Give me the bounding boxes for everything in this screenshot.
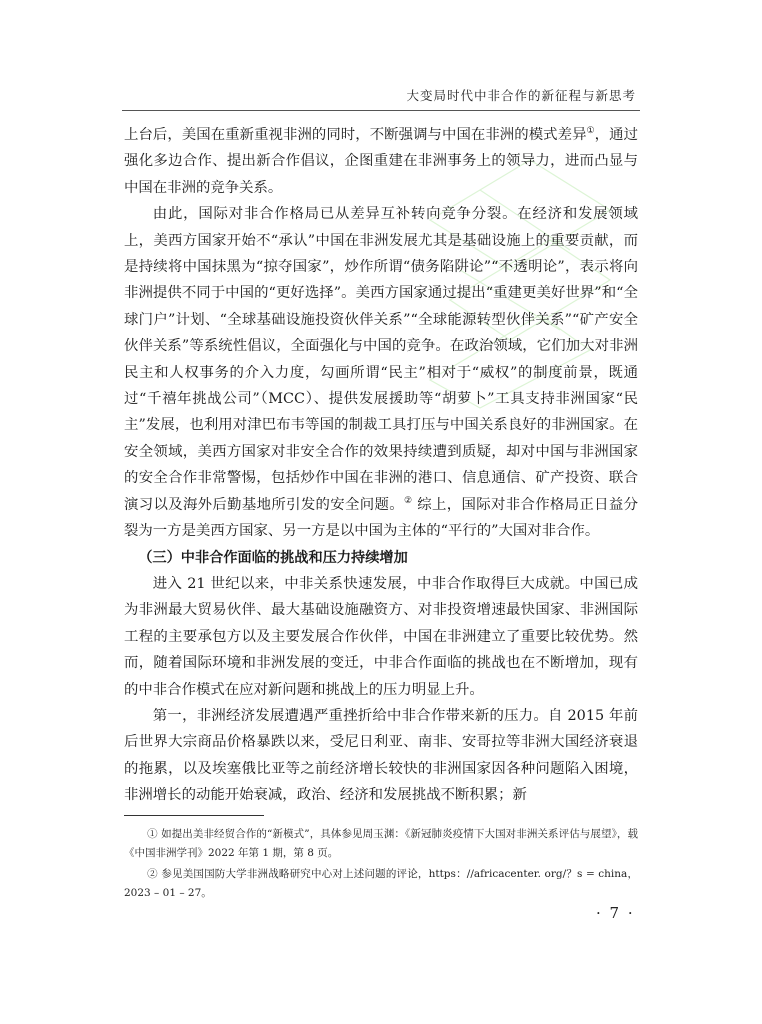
paragraph-2: 由此，国际对非合作格局已从差异互补转向竞争分裂。在经济和发展领域上，美西方国家开始不“承认”中国在非洲发展尤其是基础设施上的重要贡献，而是持续将中国抹黑为“掠夺国家”，炒作所谓“债务陷阱论”“不透明论”，表示将向非洲提供不同于中国的“更好选择”。美西方国家通过提出“重建更美好世界”和“全球门户”计划、“全球基础设施投资伙伴关系”“全球能源转型伙伴关系”“矿产安全伙伴关系”等系统性倡议，全面强化与中国的竞争。在政治领域，它们加大对非洲民主和人权事务的介入力度，勾画所谓“民主”相对于“威权”的制度前景，既通过“千禧年挑战公司”（MCC）、提供发展援助等“胡萝卜”工具支持非洲国家“民主”发展，也利用对津巴布韦等国的制裁工具打压与中国关系良好的非洲国家。在安全领域，美西方国家对非安全合作的效果持续遭到质疑，却对中国与非洲国家的安全合作非常警惕，包括炒作中国在非洲的港口、信息通信、矿产投资、联合演习以及海外后勤基地所引发的安全问题。② 综上，国际对非合作格局正日益分裂为一方是美西方国家、另一方是以中国为主体的“平行的”大国对非合作。 — [124, 206, 638, 540]
paragraph-1: 上台后，美国在重新重视非洲的同时，不断强调与中国在非洲的模式差异①，通过强化多边合作、提出新合作倡议，企图重建在非洲事务上的领导力，进而凸显与中国在非洲的竞争关系。 — [124, 126, 638, 196]
page-number: · 7 · — [596, 904, 635, 922]
section-heading: （三）中非合作面临的挑战和压力持续增加 — [138, 549, 408, 566]
footnote-divider — [124, 815, 264, 816]
paragraph-3: 进入 21 世纪以来，中非关系快速发展，中非合作取得巨大成就。中国已成为非洲最大贸易伙伴、最大基础设施融资方、对非投资增速最快国家、非洲国际工程的主要承包方以及主要发展合作伙伴，中国在非洲建立了重要比较优势。然而，随着国际环境和非洲发展的变迁，中非合作面临的挑战也在不断增加，现有的中非合作模式在应对新问题和挑战上的压力明显上升。 — [124, 575, 638, 698]
footnote-1: ① 如提出美非经贸合作的“新模式”，具体参见周玉渊：《新冠肺炎疫情下大国对非洲关系评估与展望》，载《中国非洲学刊》2022 年第 1 期，第 8 页。 — [124, 828, 638, 859]
main-body — [124, 122, 638, 809]
running-header — [122, 80, 640, 111]
footnote-ref-2[interactable]: ② — [403, 495, 413, 506]
footnote-2: ② 参见美国国防大学非洲战略研究中心对上述问题的评论，https：//africacenter. org/？s = china，2023 – 01 – 27。 — [124, 868, 638, 899]
footnote-ref-1[interactable]: ① — [586, 126, 595, 137]
paragraph-4: 第一，非洲经济发展遭遇严重挫折给中非合作带来新的压力。自 2015 年前后世界大宗商品价格暴跌以来，受尼日利亚、南非、安哥拉等非洲大国经济衰退的拖累，以及埃塞俄比亚等之前经济增长较快的非洲国家因各种问题陷入困境，非洲增长的动能开始衰减，政治、经济和发展挑战不断积累；新 — [124, 707, 638, 804]
running-header-title: 大变局时代中非合作的新征程与新思考 — [406, 88, 636, 103]
footnotes — [124, 825, 638, 905]
